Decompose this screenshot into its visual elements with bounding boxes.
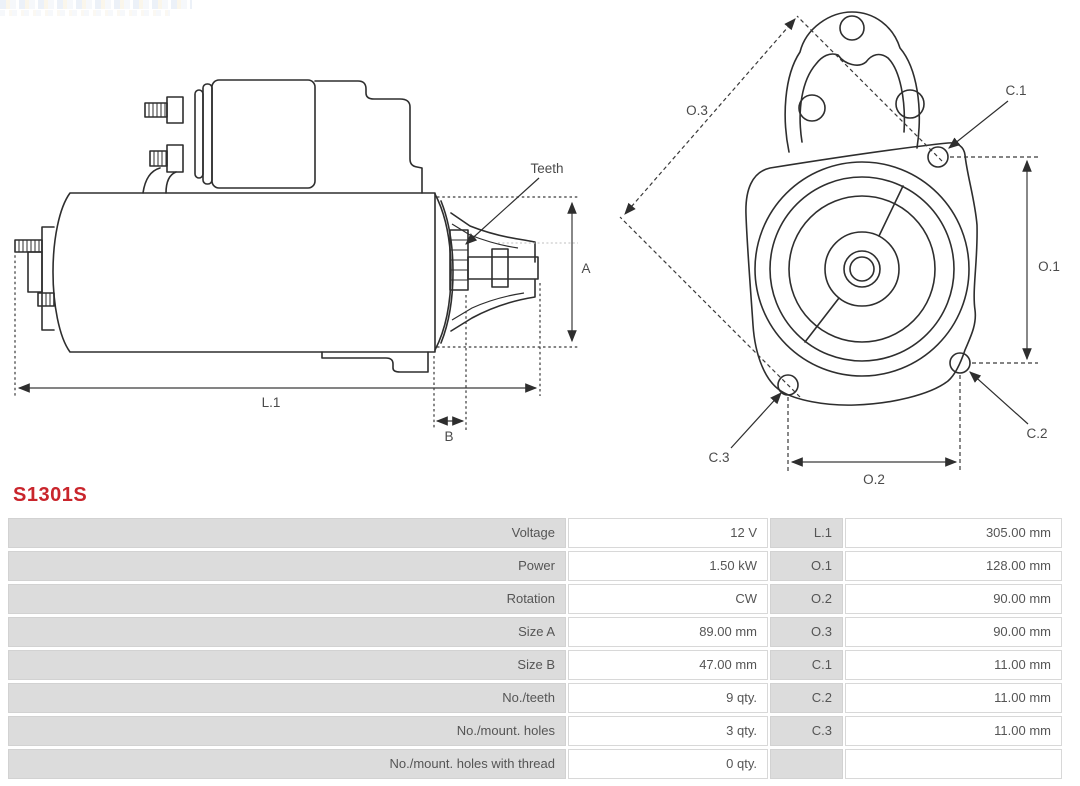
spec-value2: 11.00 mm [845,650,1062,680]
table-row [8,683,1062,713]
spec-value: CW [568,584,768,614]
table-row [8,518,1062,548]
spec-label2: L.1 [770,518,843,548]
c2-label: C.2 [1026,426,1048,441]
spec-label: Size A [8,617,566,647]
spec-label: Voltage [8,518,566,548]
table-row [8,584,1062,614]
spec-label2: O.1 [770,551,843,581]
dim-label-B: B [444,429,454,444]
c1-leader-line [949,101,1008,148]
spec-label2: O.3 [770,617,843,647]
front-view-diagram [620,12,1060,487]
side-view-diagram [15,80,591,444]
spec-value2: 128.00 mm [845,551,1062,581]
dim-label-A: A [581,261,591,276]
c1-label: C.1 [1005,83,1027,98]
spec-label: No./mount. holes with thread [8,749,566,779]
dim-label-O1: O.1 [1038,259,1060,274]
spec-label2: C.2 [770,683,843,713]
spec-value2: 90.00 mm [845,617,1062,647]
spec-value2: 11.00 mm [845,716,1062,746]
spec-value2: 305.00 mm [845,518,1062,548]
spec-label2 [770,749,843,779]
spec-value: 47.00 mm [568,650,768,680]
spec-label: Rotation [8,584,566,614]
spec-label2: O.2 [770,584,843,614]
teeth-label: Teeth [530,161,564,176]
dim-label-O3: O.3 [686,103,708,118]
spec-table [8,518,1062,782]
table-row [8,716,1062,746]
spec-label: Size B [8,650,566,680]
spec-label: No./teeth [8,683,566,713]
spec-label2: C.3 [770,716,843,746]
spec-value: 12 V [568,518,768,548]
dim-label-O2: O.2 [863,472,885,487]
c3-leader-line [731,393,781,448]
c2-leader-line [970,372,1028,424]
spec-value: 1.50 kW [568,551,768,581]
table-row [8,617,1062,647]
spec-label: Power [8,551,566,581]
spec-value: 0 qty. [568,749,768,779]
table-row [8,749,1062,779]
spec-label2: C.1 [770,650,843,680]
spec-value2: 90.00 mm [845,584,1062,614]
spec-value2 [845,749,1062,779]
table-row [8,551,1062,581]
dim-label-L1: L.1 [261,395,281,410]
spec-value: 3 qty. [568,716,768,746]
dim-line-O3 [625,19,795,214]
part-number: S1301S [13,484,88,506]
teeth-leader-line [466,178,539,244]
spec-value: 9 qty. [568,683,768,713]
spec-value: 89.00 mm [568,617,768,647]
spec-value2: 11.00 mm [845,683,1062,713]
spec-label: No./mount. holes [8,716,566,746]
c3-label: C.3 [708,450,730,465]
table-row [8,650,1062,680]
